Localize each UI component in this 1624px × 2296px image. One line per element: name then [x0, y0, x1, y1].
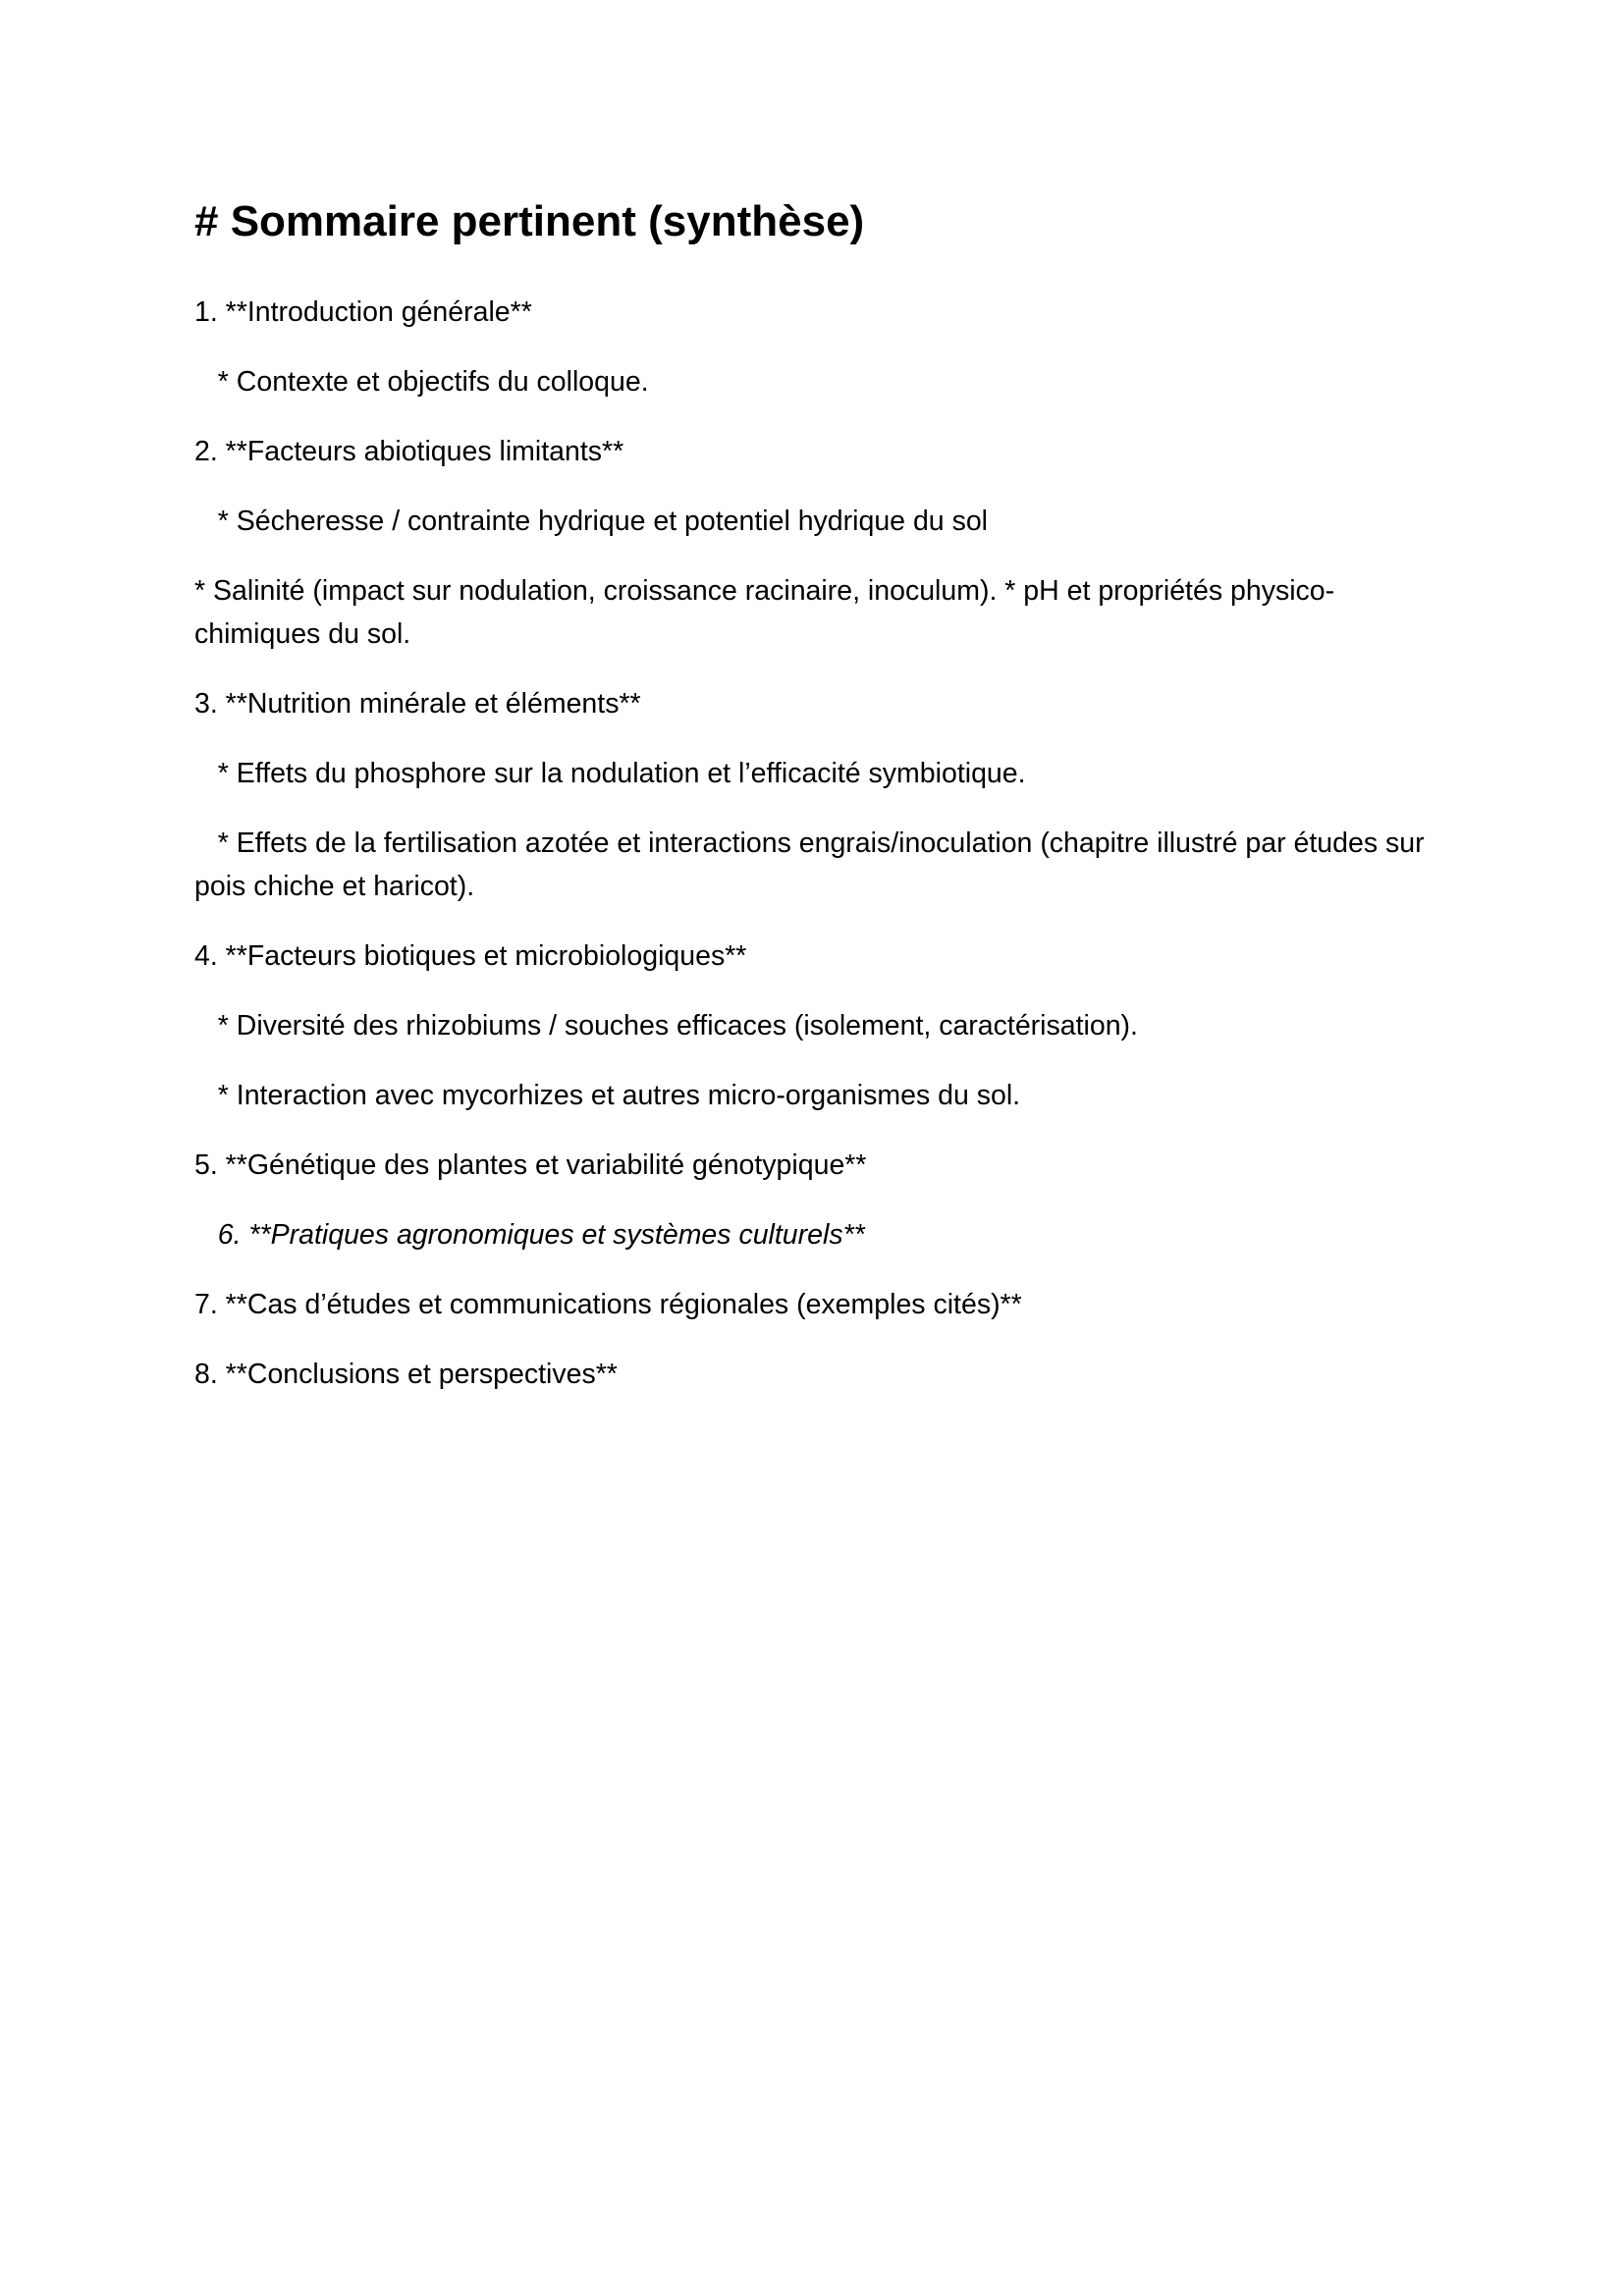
summary-item-3: 3. **Nutrition minérale et éléments**	[194, 688, 641, 720]
document-content	[194, 192, 1441, 1422]
summary-item-2: 2. **Facteurs abiotiques limitants**	[194, 436, 624, 467]
summary-subitem-mycorrhizae: * Interaction avec mycorhizes et autres micro-organismes du sol.	[194, 1080, 1021, 1111]
summary-item-8: 8. **Conclusions et perspectives**	[194, 1359, 618, 1390]
summary-item-7: 7. **Cas d’études et communications régionales (exemples cités)**	[194, 1289, 1022, 1320]
summary-subitem-salinity-ph: * Salinité (impact sur nodulation, croissance racinaire, inoculum). * pH et propriétés physico-chimiques du sol.	[194, 575, 1335, 650]
summary-item-1: 1. **Introduction générale**	[194, 296, 532, 328]
summary-subitem-context: * Contexte et objectifs du colloque.	[194, 366, 649, 398]
summary-item-4: 4. **Facteurs biotiques et microbiologiques**	[194, 940, 747, 972]
summary-subitem-phosphorus: * Effets du phosphore sur la nodulation et l’efficacité symbiotique.	[194, 758, 1026, 789]
summary-subitem-rhizobia: * Diversité des rhizobiums / souches efficaces (isolement, caractérisation).	[194, 1010, 1138, 1041]
summary-subitem-nitrogen: * Effets de la fertilisation azotée et interactions engrais/inoculation (chapitre illustré par études sur pois chiche et haricot).	[194, 828, 1433, 902]
summary-item-5: 5. **Génétique des plantes et variabilité génotypique**	[194, 1149, 867, 1181]
summary-subitem-drought: * Sécheresse / contrainte hydrique et potentiel hydrique du sol	[194, 506, 989, 537]
document-title: # Sommaire pertinent (synthèse)	[194, 197, 865, 245]
summary-item-6: 6. **Pratiques agronomiques et systèmes culturels**	[194, 1219, 865, 1251]
